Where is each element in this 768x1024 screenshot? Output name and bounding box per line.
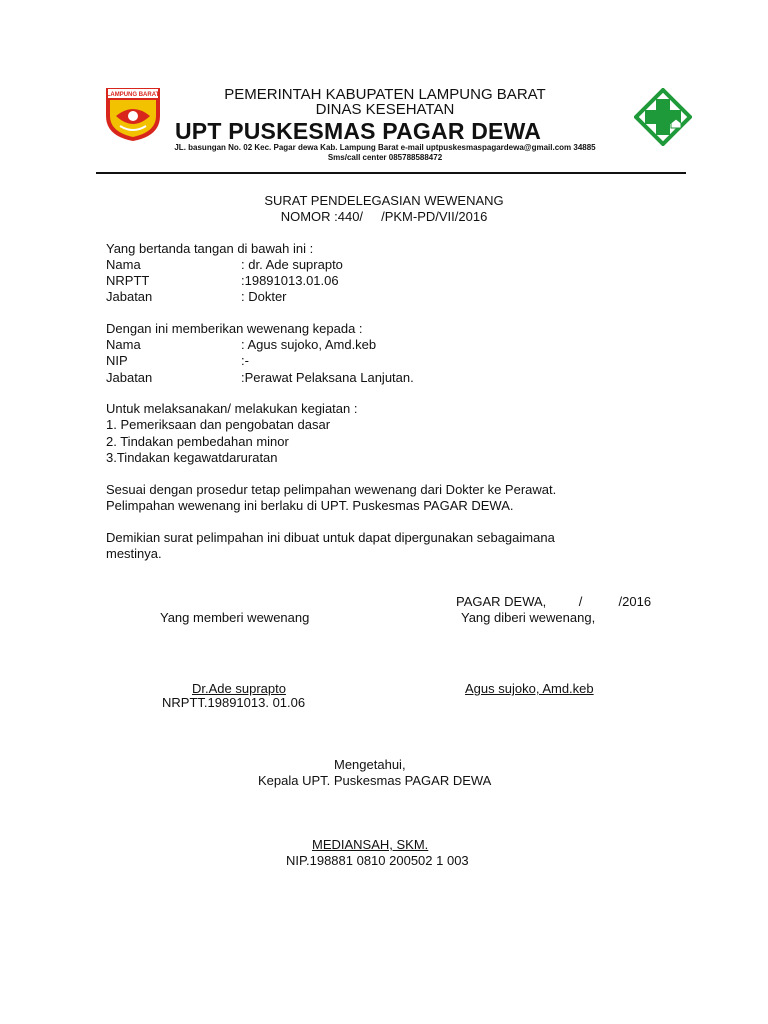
contact-line: Sms/call center 085788588472 <box>327 153 443 162</box>
department-line: DINAS KESEHATAN <box>315 101 455 118</box>
lampung-barat-logo <box>104 86 162 142</box>
delegatee-signature-name: Agus sujoko, Amd.keb <box>465 681 594 696</box>
letter-number: NOMOR :440/ /PKM-PD/VII/2016 <box>280 209 488 224</box>
procedure-paragraph-line: Pelimpahan wewenang ini berlaku di UPT. Puskesmas PAGAR DEWA. <box>106 498 514 513</box>
delegatee-intro: Dengan ini memberikan wewenang kepada : <box>106 321 363 336</box>
delegatee-name-value: : Agus sujoko, Amd.keb <box>241 337 377 352</box>
approver-id: NIP.198881 0810 200502 1 003 <box>286 853 469 868</box>
delegatee-position-label: Jabatan <box>106 370 153 385</box>
puskesmas-logo <box>634 88 692 146</box>
procedure-paragraph-line: Sesuai dengan prosedur tetap pelimpahan wewenang dari Dokter ke Perawat. <box>106 482 557 497</box>
delegatee-caption: Yang diberi wewenang, <box>461 610 596 625</box>
activity-item: 3.Tindakan kegawatdaruratan <box>106 450 278 465</box>
address-line: JL. basungan No. 02 Kec. Pagar dewa Kab. Lampung Barat e-mail uptpuskesmaspagardewa@gmail.com 34885 <box>174 143 596 152</box>
approval-caption: Mengetahui, <box>334 757 406 772</box>
closing-paragraph-line: Demikian surat pelimpahan ini dibuat untuk dapat dipergunakan sebagaimana <box>106 530 555 545</box>
government-line: PEMERINTAH KABUPATEN LAMPUNG BARAT <box>224 86 546 103</box>
delegator-nrptt-value: :19891013.01.06 <box>241 273 339 288</box>
activities-intro: Untuk melaksanakan/ melakukan kegiatan : <box>106 401 358 416</box>
delegator-nrptt-label: NRPTT <box>106 273 150 288</box>
logo-banner-text: LAMPUNG BARAT <box>106 92 160 98</box>
delegator-signature-name: Dr.Ade suprapto <box>192 681 286 696</box>
organization-name: UPT PUSKESMAS PAGAR DEWA <box>175 118 542 144</box>
approval-title: Kepala UPT. Puskesmas PAGAR DEWA <box>258 773 492 788</box>
activity-item: 2. Tindakan pembedahan minor <box>106 434 289 449</box>
delegatee-name-label: Nama <box>106 337 141 352</box>
delegatee-nip-label: NIP <box>106 353 128 368</box>
delegatee-nip-value: :- <box>241 353 249 368</box>
approver-name: MEDIANSAH, SKM. <box>312 837 429 852</box>
closing-paragraph-line: mestinya. <box>106 546 162 561</box>
delegatee-position-value: :Perawat Pelaksana Lanjutan. <box>241 370 414 385</box>
place-date: PAGAR DEWA, / /2016 <box>456 594 652 609</box>
delegator-position-label: Jabatan <box>106 289 153 304</box>
delegator-signature-id: NRPTT.19891013. 01.06 <box>162 695 306 710</box>
delegator-caption: Yang memberi wewenang <box>160 610 310 625</box>
delegator-intro: Yang bertanda tangan di bawah ini : <box>106 241 314 256</box>
letter-title: SURAT PENDELEGASIAN WEWENANG <box>264 193 504 208</box>
delegator-name-value: : dr. Ade suprapto <box>241 257 343 272</box>
header-divider <box>96 172 686 174</box>
delegator-name-label: Nama <box>106 257 141 272</box>
delegator-position-value: : Dokter <box>241 289 287 304</box>
activity-item: 1. Pemeriksaan dan pengobatan dasar <box>106 417 331 432</box>
